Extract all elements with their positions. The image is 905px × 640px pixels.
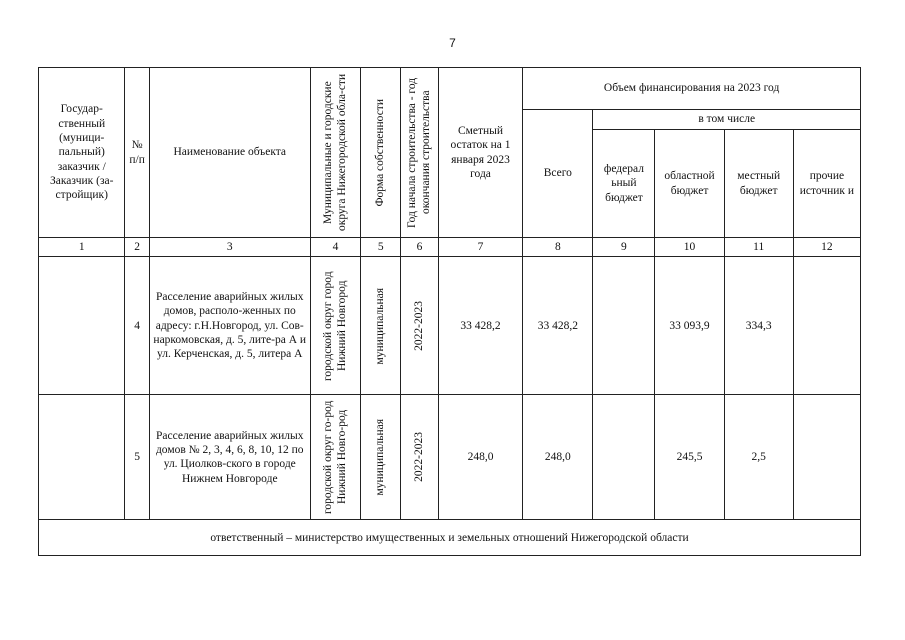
row-federal	[593, 395, 655, 520]
header-object-name: Наименование объекта	[149, 68, 310, 238]
row-customer	[39, 395, 125, 520]
row-number: 5	[125, 395, 149, 520]
column-number: 12	[793, 238, 860, 257]
row-district	[310, 257, 361, 395]
header-total: Всего	[523, 110, 593, 238]
header-financing-title: Объем финансирования на 2023 год	[523, 68, 861, 110]
row-district	[310, 395, 361, 520]
header-district	[310, 68, 361, 238]
column-number-row	[39, 238, 861, 257]
header-regional: областной бюджет	[655, 130, 724, 238]
column-number: 7	[438, 238, 522, 257]
row-ownership-text: муниципальная	[373, 287, 386, 365]
row-other	[793, 257, 860, 395]
financing-table	[38, 67, 861, 556]
header-other: прочие источник и	[793, 130, 860, 238]
row-federal	[593, 257, 655, 395]
header-ownership-text: Форма собственности	[373, 98, 386, 207]
table-row	[39, 395, 861, 520]
header-including: в том числе	[593, 110, 861, 130]
column-number: 8	[523, 238, 593, 257]
column-number: 9	[593, 238, 655, 257]
column-number: 11	[724, 238, 793, 257]
page-number: 7	[449, 36, 456, 50]
column-number: 4	[310, 238, 361, 257]
column-number: 10	[655, 238, 724, 257]
column-number: 1	[39, 238, 125, 257]
row-local: 334,3	[724, 257, 793, 395]
header-estimate: Сметный остаток на 1 января 2023 года	[438, 68, 522, 238]
header-local: местный бюджет	[724, 130, 793, 238]
column-number: 3	[149, 238, 310, 257]
row-regional: 245,5	[655, 395, 724, 520]
row-years	[401, 257, 439, 395]
header-number: № п/п	[125, 68, 149, 238]
row-object-name: Расселение аварийных жилых домов, располо-женных по адресу: г.Н.Новгород, ул. Сов-наркомовская, д. 5, лите-ра А и ул. Керченская, д. 5, литера А	[149, 257, 310, 395]
column-number: 6	[401, 238, 439, 257]
row-local: 2,5	[724, 395, 793, 520]
row-years-text: 2022-2023	[412, 432, 425, 483]
header-customer: Государ-ственный (муници-пальный) заказчик / Заказчик (за-стройщик)	[39, 68, 125, 238]
header-row-top	[39, 68, 861, 110]
row-regional: 33 093,9	[655, 257, 724, 395]
row-ownership	[361, 257, 401, 395]
row-years-text: 2022-2023	[412, 300, 425, 351]
row-object-name: Расселение аварийных жилых домов № 2, 3, 4, 6, 8, 10, 12 по ул. Циолков-ского в городе Нижнем Новгороде	[149, 395, 310, 520]
row-ownership	[361, 395, 401, 520]
row-years	[401, 395, 439, 520]
header-district-text: Муниципальные и городские округа Нижегородской обла-сти	[321, 73, 348, 232]
table-row	[39, 257, 861, 395]
header-ownership	[361, 68, 401, 238]
responsible-ministry: ответственный – министерство имущественных и земельных отношений Нижегородской области	[39, 520, 861, 556]
row-ownership-text: муниципальная	[373, 419, 386, 496]
row-district-text: городской округ го-род Нижний Новго-род	[321, 400, 348, 515]
row-total: 33 428,2	[523, 257, 593, 395]
row-estimate: 33 428,2	[438, 257, 522, 395]
row-other	[793, 395, 860, 520]
header-years	[401, 68, 439, 238]
row-customer	[39, 257, 125, 395]
row-estimate: 248,0	[438, 395, 522, 520]
row-number: 4	[125, 257, 149, 395]
header-federal: федерал ьный бюджет	[593, 130, 655, 238]
row-district-text: городской округ город Нижний Новгород	[321, 271, 348, 381]
row-total: 248,0	[523, 395, 593, 520]
column-number: 2	[125, 238, 149, 257]
header-years-text: Год начала строительства - год окончания строительства	[405, 77, 432, 228]
column-number: 5	[361, 238, 401, 257]
footer-row	[39, 520, 861, 556]
